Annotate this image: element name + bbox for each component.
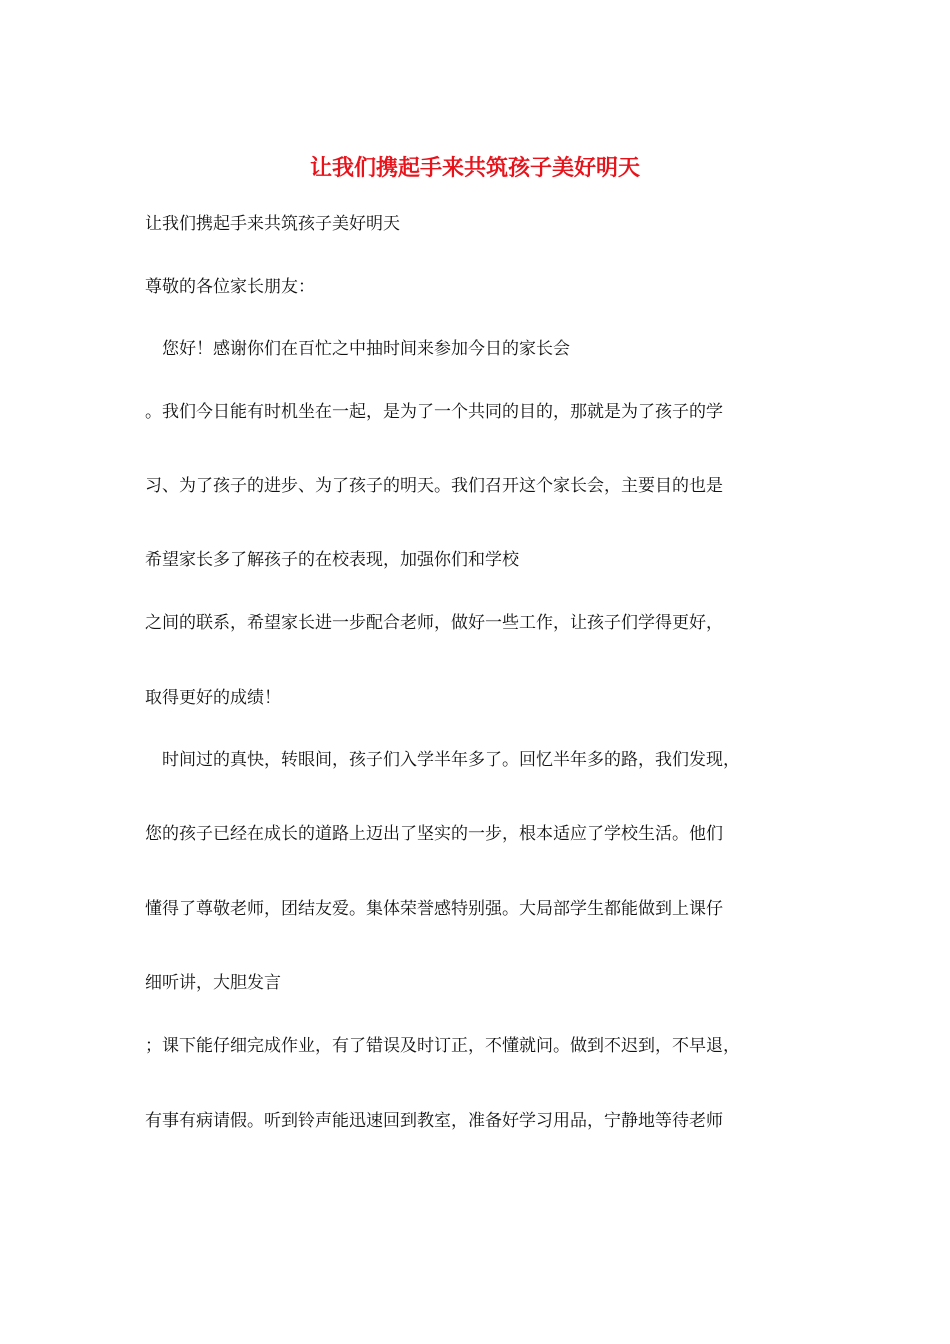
document-title: 让我们携起手来共筑孩子美好明天 — [309, 156, 640, 181]
text-line-10: 您的孩子已经在成长的道路上迈出了坚实的一步，根本适应了学校生活。他们 — [145, 824, 723, 844]
text-line-14: 有事有病请假。听到铃声能迅速回到教室，准备好学习用品，宁静地等待老师 — [145, 1111, 723, 1131]
text-line-1: 让我们携起手来共筑孩子美好明天 — [145, 214, 400, 234]
text-line-2: 尊敬的各位家长朋友： — [145, 277, 315, 297]
text-line-6: 希望家长多了解孩子的在校表现，加强你们和学校 — [145, 550, 519, 570]
text-line-7: 之间的联系，希望家长进一步配合老师，做好一些工作，让孩子们学得更好， — [145, 613, 723, 633]
text-line-12: 细听讲，大胆发言 — [145, 973, 281, 993]
text-line-5: 习、为了孩子的进步、为了孩子的明天。我们召开这个家长会，主要目的也是 — [145, 476, 723, 496]
text-line-8: 取得更好的成绩！ — [145, 688, 281, 708]
text-line-4: 。我们今日能有时机坐在一起，是为了一个共同的目的，那就是为了孩子的学 — [145, 402, 723, 422]
text-line-13: ；课下能仔细完成作业，有了错误及时订正，不懂就问。做到不迟到，不早退， — [145, 1036, 740, 1056]
text-line-9: 时间过的真快，转眼间，孩子们入学半年多了。回忆半年多的路，我们发现， — [145, 750, 740, 770]
text-line-3: 您好！感谢你们在百忙之中抽时间来参加今日的家长会 — [145, 339, 570, 359]
text-line-11: 懂得了尊敬老师，团结友爱。集体荣誉感特别强。大局部学生都能做到上课仔 — [145, 899, 723, 919]
